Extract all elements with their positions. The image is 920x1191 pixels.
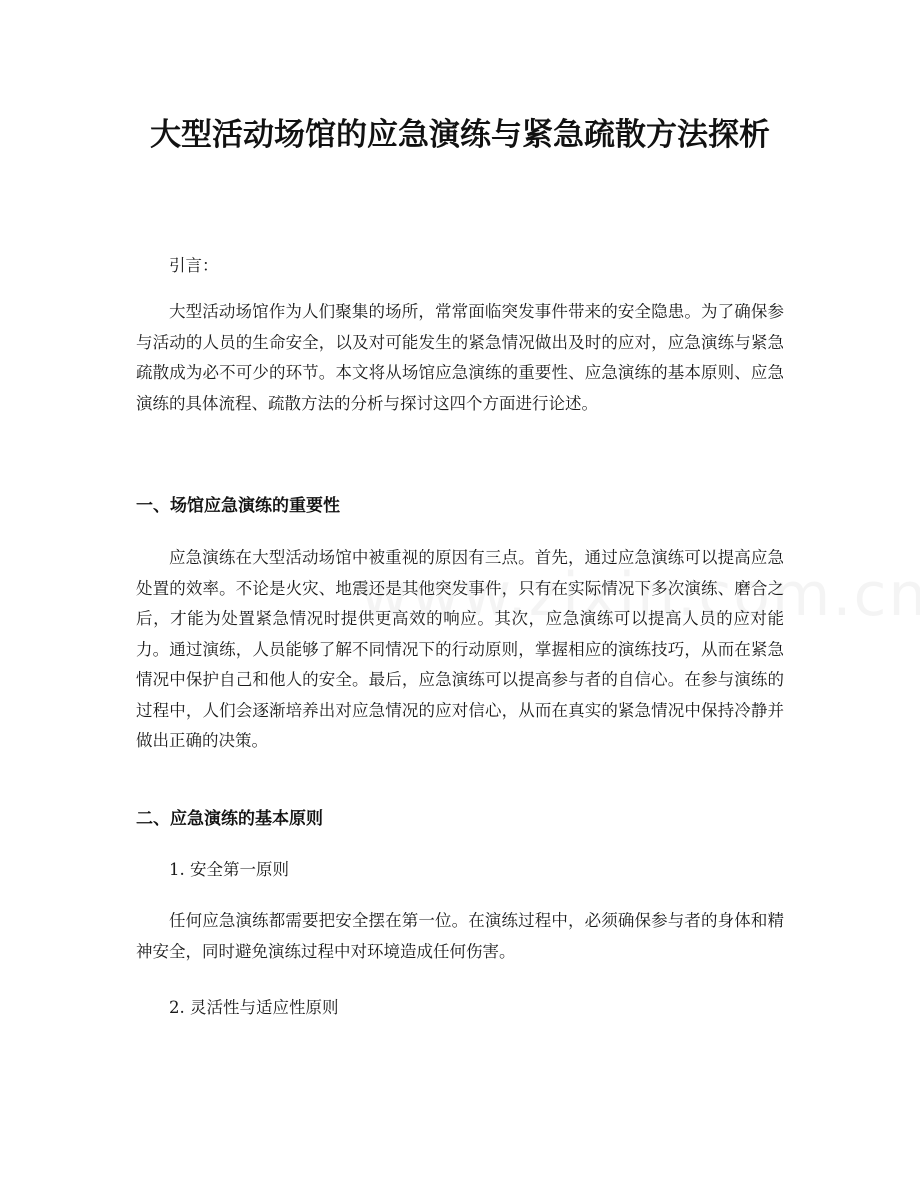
item-1-paragraph: 任何应急演练都需要把安全摆在第一位。在演练过程中，必须确保参与者的身体和精神安全，同时避免演练过程中对环境造成任何伤害。 [136,911,784,961]
section-2-heading: 二、应急演练的基本原则 [136,809,323,829]
item-1-title: 1. 安全第一原则 [169,860,289,879]
page-title: 大型活动场馆的应急演练与紧急疏散方法探析 [150,117,770,153]
section-1-heading: 一、场馆应急演练的重要性 [136,496,340,516]
item-2-title: 2. 灵活性与适应性原则 [169,998,339,1017]
section-1-paragraph: 应急演练在大型活动场馆中被重视的原因有三点。首先，通过应急演练可以提高应急处置的效率。不论是火灾、地震还是其他突发事件，只有在实际情况下多次演练、磨合之后，才能为处置紧急情况时提供更高效的响应。其次，应急演练可以提高人员的应对能力。通过演练，人员能够了解不同情况下的行动原则，掌握相应的演练技巧，从而在紧急情况中保护自己和他人的安全。最后，应急演练可以提高参与者的自信心。在参与演练的过程中，人们会逐渐培养出对应急情况的应对信心，从而在真实的紧急情况中保持冷静并做出正确的决策。 [136,548,784,750]
intro-label: 引言： [169,256,219,275]
intro-paragraph: 大型活动场馆作为人们聚集的场所，常常面临突发事件带来的安全隐患。为了确保参与活动的人员的生命安全，以及对可能发生的紧急情况做出及时的应对，应急演练与紧急疏散成为必不可少的环节。本文将从场馆应急演练的重要性、应急演练的基本原则、应急演练的具体流程、疏散方法的分析与探讨这四个方面进行论述。 [136,302,784,413]
